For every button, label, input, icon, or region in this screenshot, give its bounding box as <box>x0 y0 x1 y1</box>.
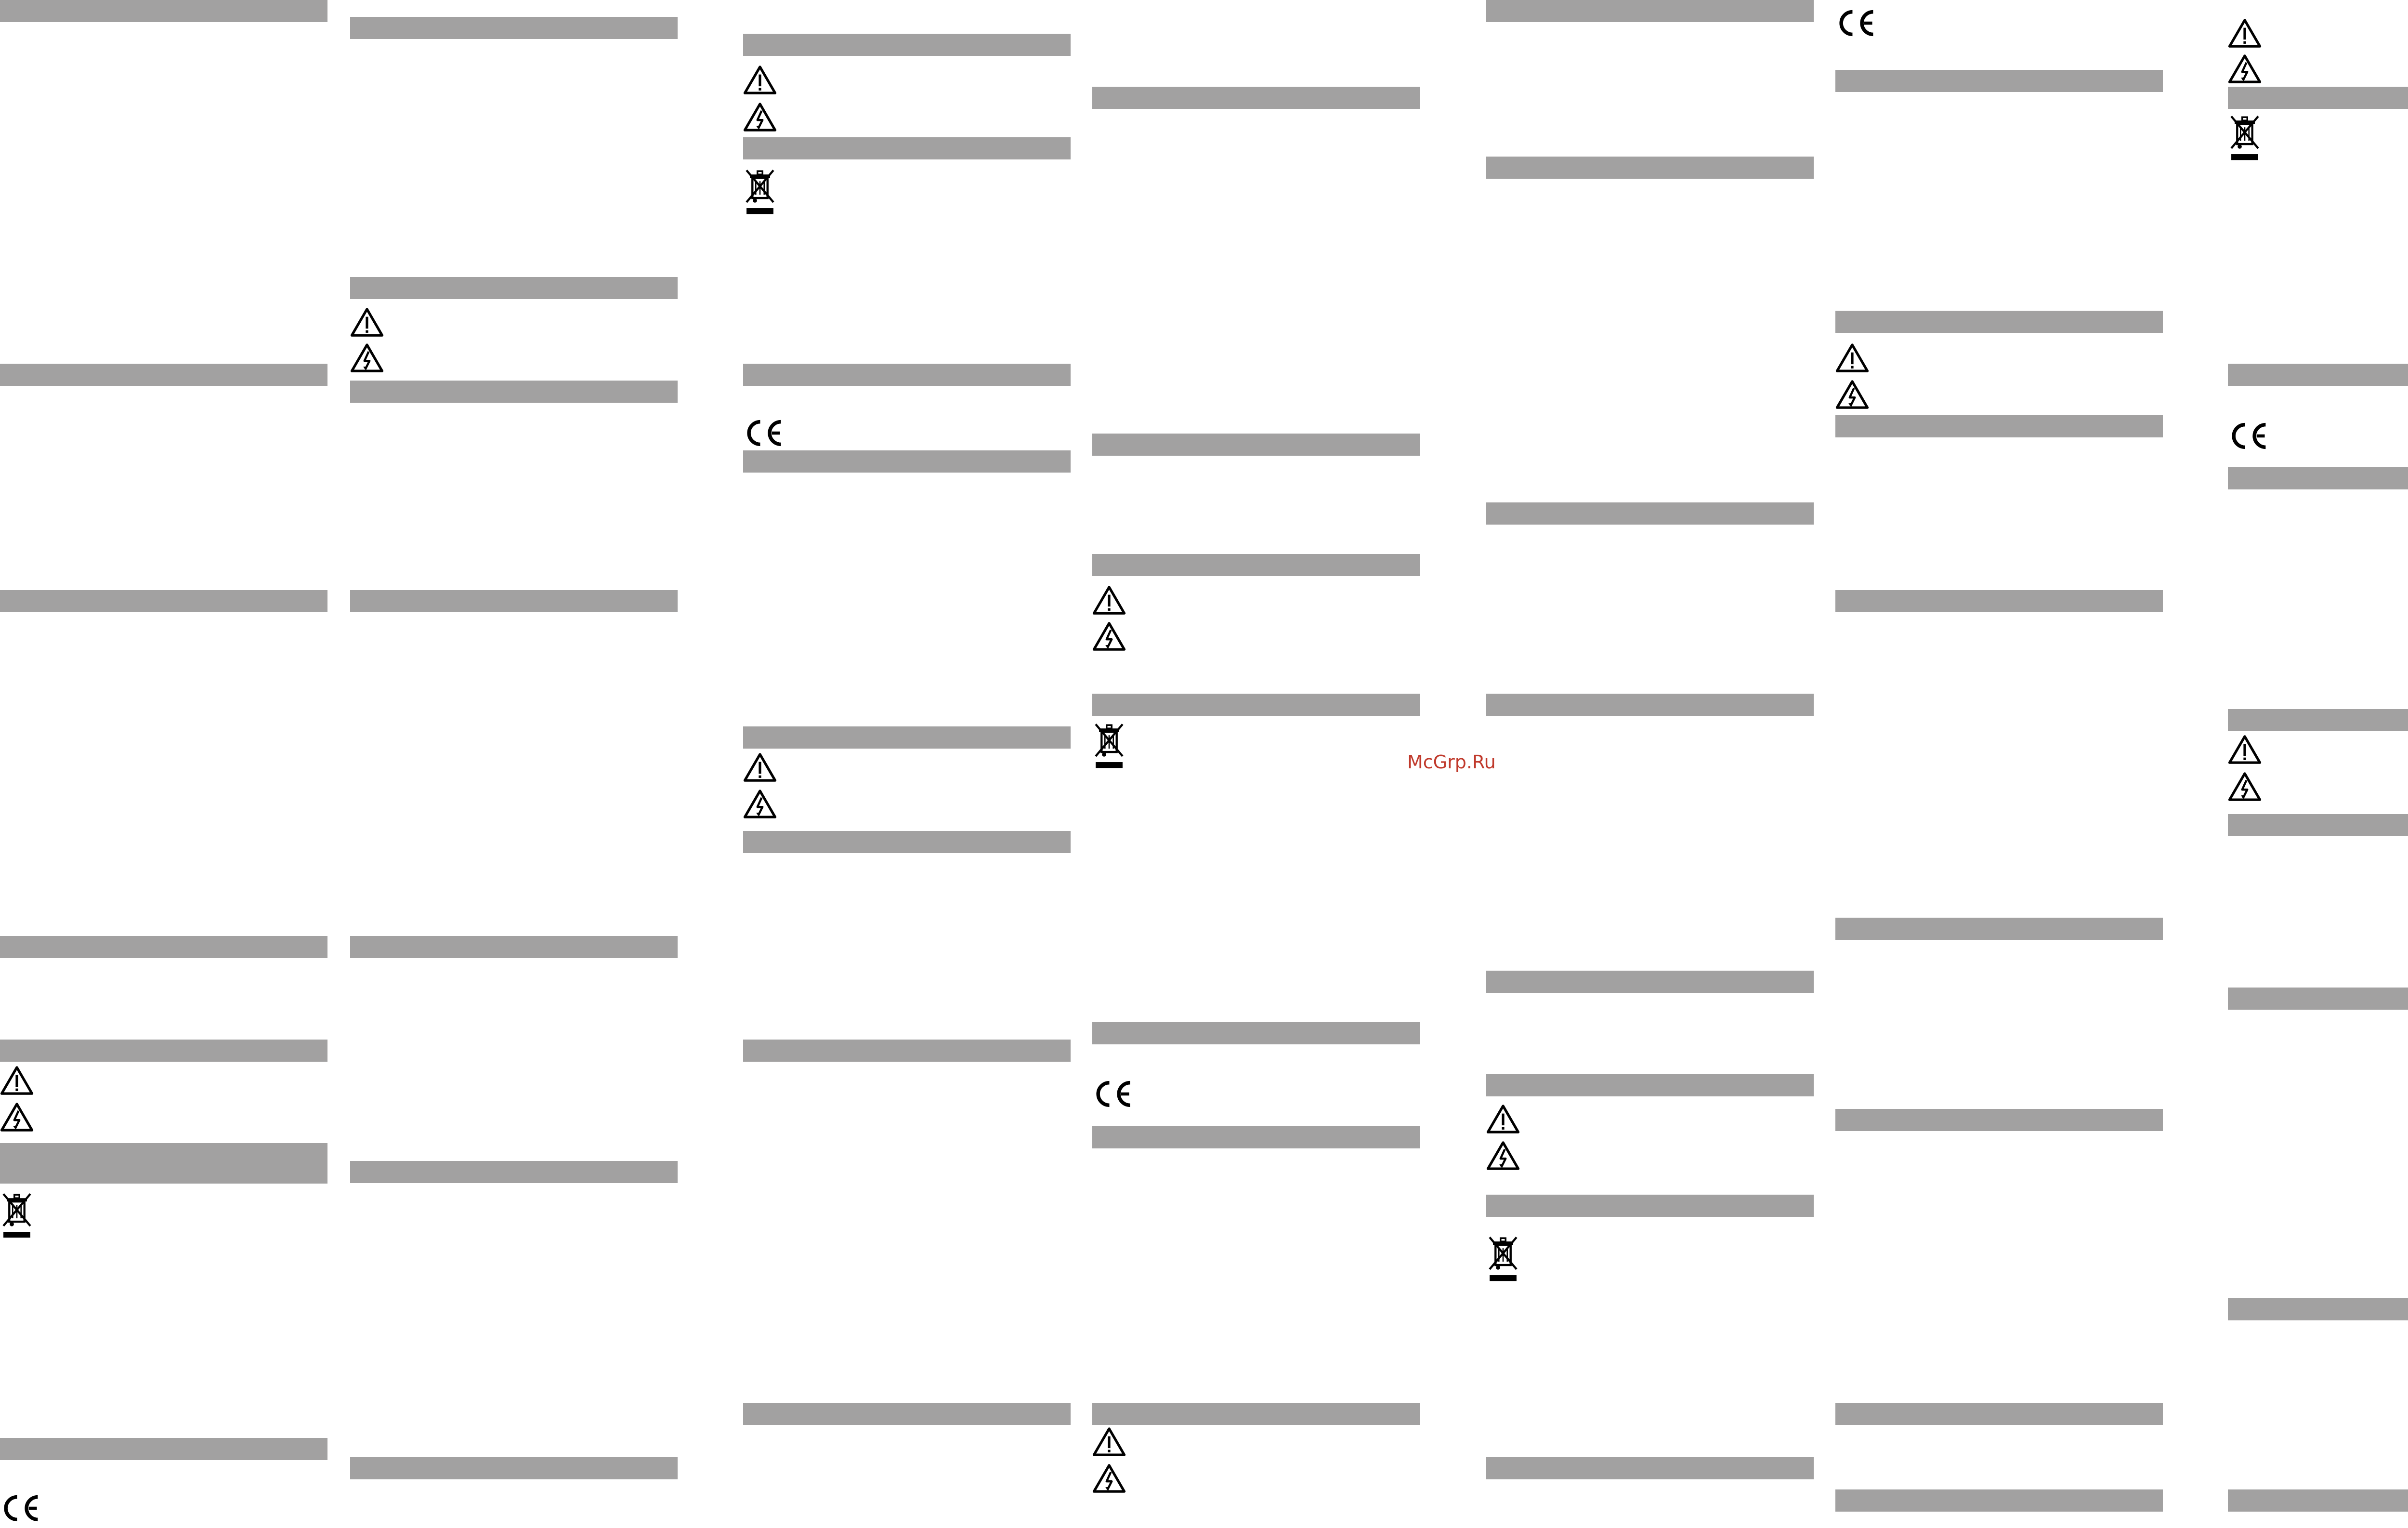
section-header-bar <box>2228 988 2408 1010</box>
warning-icon <box>1092 1427 1126 1457</box>
column-1 <box>0 0 327 1528</box>
section-header-bar <box>0 1040 327 1062</box>
electric-shock-warning-icon <box>743 102 777 132</box>
section-header-bar <box>350 381 678 403</box>
watermark-text: McGrp.Ru <box>1407 751 1496 773</box>
section-header-bar <box>350 1457 678 1479</box>
section-header-bar <box>1835 415 2163 437</box>
warning-icon <box>743 65 777 95</box>
weee-disposal-icon <box>2228 115 2262 161</box>
ce-mark-icon <box>1092 1078 1133 1110</box>
warning-icon <box>2228 735 2262 764</box>
section-header-bar <box>743 831 1071 853</box>
ce-mark-icon <box>0 1492 40 1524</box>
section-header-bar <box>743 1040 1071 1062</box>
section-header-bar <box>1092 1126 1420 1148</box>
section-header-bar <box>0 590 327 612</box>
column-4 <box>1092 0 1420 1528</box>
electric-shock-warning-icon <box>0 1102 34 1132</box>
section-header-bar <box>350 590 678 612</box>
section-header-bar <box>1835 1489 2163 1512</box>
section-header-bar <box>2228 709 2408 731</box>
section-header-bar <box>1486 694 1814 716</box>
section-header-bar <box>2228 1489 2408 1512</box>
electric-shock-warning-icon <box>1486 1141 1520 1171</box>
section-header-bar <box>743 137 1071 159</box>
section-header-bar <box>743 1403 1071 1425</box>
section-header-bar <box>1835 918 2163 940</box>
weee-disposal-icon <box>1092 723 1126 769</box>
section-header-bar <box>2228 814 2408 836</box>
section-header-bar <box>1092 434 1420 456</box>
section-header-bar <box>0 364 327 386</box>
section-header-bar <box>0 0 327 22</box>
section-header-bar <box>2228 467 2408 489</box>
section-header-bar <box>350 17 678 39</box>
section-header-bar <box>350 936 678 958</box>
section-header-bar <box>0 936 327 958</box>
section-header-bar <box>743 34 1071 56</box>
section-header-bar <box>1092 554 1420 576</box>
section-header-bar <box>2228 1298 2408 1320</box>
column-3 <box>743 0 1071 1528</box>
column-2 <box>350 0 678 1528</box>
section-header-bar <box>1486 1074 1814 1096</box>
section-header-bar <box>743 450 1071 473</box>
section-header-bar <box>1092 1403 1420 1425</box>
section-header-bar <box>0 1438 327 1460</box>
column-5 <box>1486 0 1814 1528</box>
warning-icon <box>1092 585 1126 615</box>
section-header-bar <box>1835 1109 2163 1131</box>
section-header-bar <box>1486 502 1814 525</box>
weee-disposal-icon <box>743 169 777 215</box>
warning-icon <box>1486 1104 1520 1134</box>
warning-icon <box>0 1066 34 1095</box>
section-header-bar <box>743 726 1071 749</box>
warning-icon <box>2228 18 2262 48</box>
section-header-bar <box>1092 1022 1420 1044</box>
section-header-bar <box>350 277 678 299</box>
section-header-bar <box>2228 87 2408 109</box>
warning-icon <box>350 307 384 337</box>
electric-shock-warning-icon <box>1092 621 1126 651</box>
section-header-bar <box>1092 694 1420 716</box>
column-6 <box>1835 0 2163 1528</box>
electric-shock-warning-icon <box>350 343 384 373</box>
section-header-bar <box>1486 1195 1814 1217</box>
section-header-bar <box>0 1143 327 1184</box>
section-header-bar <box>1486 157 1814 179</box>
column-7 <box>2228 0 2408 1528</box>
weee-disposal-icon <box>1486 1236 1520 1282</box>
electric-shock-warning-icon <box>2228 772 2262 802</box>
electric-shock-warning-icon <box>743 789 777 819</box>
weee-disposal-icon <box>0 1192 34 1238</box>
ce-mark-icon <box>1835 7 1876 39</box>
section-header-bar <box>1486 971 1814 993</box>
section-header-bar <box>350 1161 678 1183</box>
section-header-bar <box>1835 70 2163 92</box>
warning-icon <box>743 752 777 782</box>
section-header-bar <box>2228 364 2408 386</box>
ce-mark-icon <box>2228 420 2268 452</box>
section-header-bar <box>743 364 1071 386</box>
section-header-bar <box>1486 1457 1814 1479</box>
warning-icon <box>1835 343 1869 373</box>
section-header-bar <box>1835 311 2163 333</box>
section-header-bar <box>1835 1403 2163 1425</box>
section-header-bar <box>1092 87 1420 109</box>
ce-mark-icon <box>743 417 784 449</box>
section-header-bar <box>1835 590 2163 612</box>
electric-shock-warning-icon <box>1092 1463 1126 1493</box>
section-header-bar <box>1486 0 1814 22</box>
electric-shock-warning-icon <box>2228 54 2262 84</box>
electric-shock-warning-icon <box>1835 380 1869 409</box>
